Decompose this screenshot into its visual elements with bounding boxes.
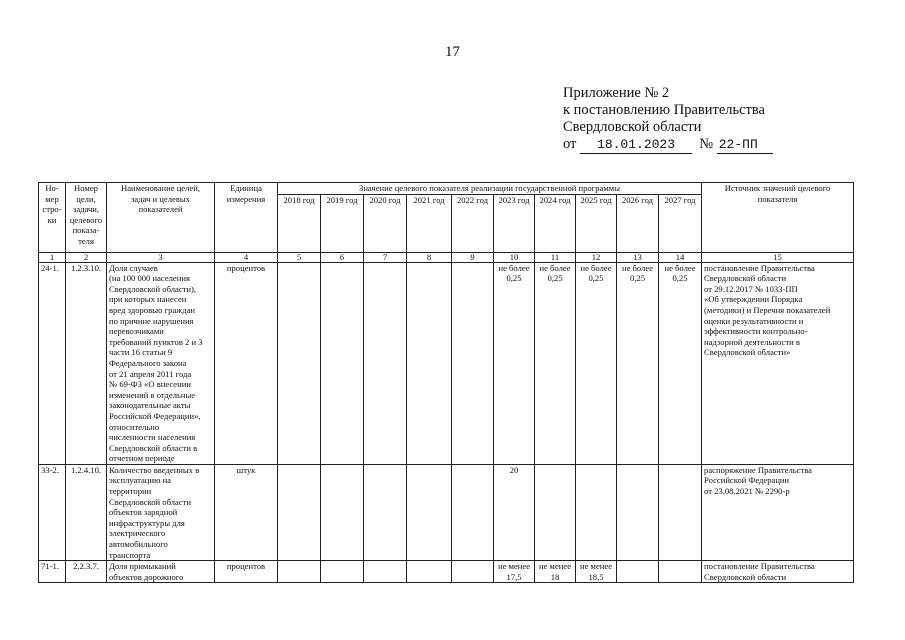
column-index: 12: [576, 252, 617, 262]
column-index: 13: [617, 252, 659, 262]
header-year: 2018 год: [278, 194, 321, 252]
row-number: 33-2.: [39, 464, 66, 560]
table-row: [39, 561, 854, 583]
value-cell: [407, 262, 452, 464]
value-cell: [321, 464, 364, 560]
value-cell: [364, 464, 407, 560]
unit: процентов: [215, 262, 278, 464]
table-row: [39, 262, 854, 464]
header-year: 2024 год: [535, 194, 576, 252]
column-index-row: [39, 252, 854, 262]
header-row-number: Но- мер стро- ки: [39, 183, 66, 253]
column-index: 6: [321, 252, 364, 262]
column-index: 3: [107, 252, 215, 262]
value-cell: [576, 464, 617, 560]
header-year: 2020 год: [364, 194, 407, 252]
value-cell: не менее 18,5: [576, 561, 617, 583]
column-index: 7: [364, 252, 407, 262]
value-cell: [321, 262, 364, 464]
row-number: 71-1.: [39, 561, 66, 583]
header-unit: Единица измерения: [215, 183, 278, 253]
indicator-name: Доля случаев (на 100 000 населения Свердловской области), при которых нанесен вред здоровью граждан по причине нарушения перевозчиками требований пунктов 2 и 3 части 16 статьи 9 Федерального закона от 21 апреля 2011 года № 69-ФЗ «О внесении изменений в отдельные законодательные акты Российской Федерации», относительно численности населения Свердловской области в отчетном периоде: [107, 262, 215, 464]
value-cell: [321, 561, 364, 583]
appendix-title: Приложение № 2: [563, 85, 670, 101]
decree-date: 18.01.2023: [580, 136, 692, 154]
goal-number: 2.2.3.7.: [66, 561, 107, 583]
header-year: 2022 год: [452, 194, 494, 252]
goal-number: 1.2.3.10.: [66, 262, 107, 464]
column-index: 2: [66, 252, 107, 262]
value-cell: [659, 561, 702, 583]
value-cell: [364, 561, 407, 583]
value-cell: не более 0,25: [535, 262, 576, 464]
value-cell: [407, 561, 452, 583]
indicator-name: Количество введенных в эксплуатацию на территории Свердловской области объектов зарядной инфраструктуры для электрического автомобильного транспорта: [107, 464, 215, 560]
column-index: 14: [659, 252, 702, 262]
column-index: 9: [452, 252, 494, 262]
source-cell: постановление Правительства Свердловской области: [702, 561, 854, 583]
header-year: 2021 год: [407, 194, 452, 252]
value-cell: 20: [494, 464, 535, 560]
value-cell: [659, 464, 702, 560]
table-row: [39, 464, 854, 560]
value-cell: не более 0,25: [659, 262, 702, 464]
column-index: 10: [494, 252, 535, 262]
value-cell: не менее 18: [535, 561, 576, 583]
decree-number: 22-ПП: [717, 136, 773, 154]
column-index: 11: [535, 252, 576, 262]
source-cell: постановление Правительства Свердловской области от 29.12.2017 № 1033-ПП «Об утверждении Порядка (методики) и Перечня показателей оценки результативности и эффективности контрольно- надзорной деятельности в Свердловской области»: [702, 262, 854, 464]
value-cell: [278, 561, 321, 583]
unit: штук: [215, 464, 278, 560]
value-cell: не более 0,25: [576, 262, 617, 464]
value-cell: [535, 464, 576, 560]
header-year: 2023 год: [494, 194, 535, 252]
value-cell: [452, 464, 494, 560]
column-index: 15: [702, 252, 854, 262]
header-year: 2025 год: [576, 194, 617, 252]
appendix-date-line: [563, 136, 773, 154]
value-cell: [452, 262, 494, 464]
appendix-subtitle-2: Свердловской области: [563, 119, 702, 135]
header-source: Источник значений целевого показателя: [702, 183, 854, 253]
header-name: Наименование целей, задач и целевых показателей: [107, 183, 215, 253]
number-label: №: [699, 136, 714, 152]
header-year: 2026 год: [617, 194, 659, 252]
column-index: 1: [39, 252, 66, 262]
value-cell: [278, 262, 321, 464]
value-cell: [452, 561, 494, 583]
value-cell: [617, 561, 659, 583]
column-index: 8: [407, 252, 452, 262]
value-cell: [278, 464, 321, 560]
appendix-header: [563, 85, 773, 154]
column-index: 4: [215, 252, 278, 262]
column-index: 5: [278, 252, 321, 262]
unit: процентов: [215, 561, 278, 583]
value-cell: не более 0,25: [494, 262, 535, 464]
row-number: 24-1.: [39, 262, 66, 464]
source-cell: распоряжение Правительства Российской Федерации от 23.08.2021 № 2290-р: [702, 464, 854, 560]
appendix-subtitle-1: к постановлению Правительства: [563, 102, 765, 118]
header-year: 2027 год: [659, 194, 702, 252]
goal-number: 1.2.4.10.: [66, 464, 107, 560]
from-label: от: [563, 136, 577, 152]
header-year: 2019 год: [321, 194, 364, 252]
value-cell: не менее 17,5: [494, 561, 535, 583]
value-cell: [617, 464, 659, 560]
header-goal-number: Номер цели, задачи, целевого показа- теля: [66, 183, 107, 253]
page-number: 17: [445, 44, 460, 60]
value-cell: [364, 262, 407, 464]
header-values-group: Значение целевого показателя реализации государственной программы: [278, 183, 702, 195]
indicator-name: Доля примыканий объектов дорожного: [107, 561, 215, 583]
value-cell: [407, 464, 452, 560]
indicators-table: [38, 182, 854, 583]
value-cell: не более 0,25: [617, 262, 659, 464]
